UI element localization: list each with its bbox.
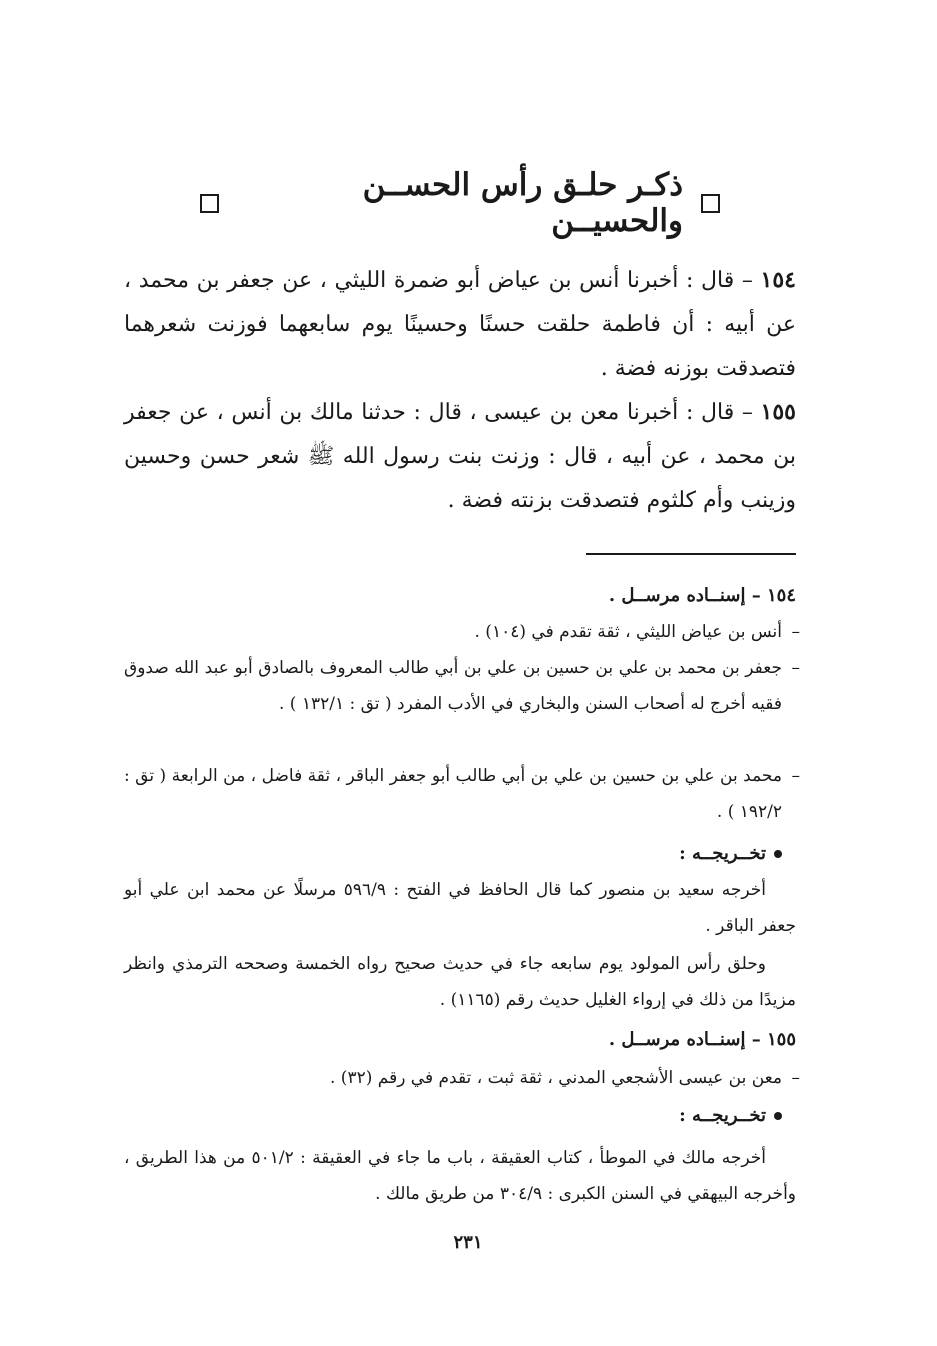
narrator-text: أنس بن عياض الليثي ، ثقة تقدم في (١٠٤) . [474,622,782,642]
narrator-text: محمد بن علي بن حسين بن علي بن أبي طالب أبو جعفر الباقر ، ثقة فاضل ، من الرابعة ( تق : ١٩٢/٢ ) . [124,766,782,822]
hadith-number: ١٥٥ [760,399,796,425]
note-155-takhrij-heading [679,1098,782,1134]
square-ornament-left [200,194,219,213]
dash-marker: – [791,658,800,678]
dash-marker: – [791,622,800,642]
note-155-narrator-1 [124,1060,800,1096]
note-154-narrator-2 [124,650,800,722]
note-154-narrator-3 [124,758,800,830]
bullet-dot-icon [774,850,782,858]
note-154-heading: ١٥٤ – إسنــاده مرســل . [608,585,796,606]
takhrij-label: تخــريجــه : [679,843,766,864]
page-number: ٢٣١ [453,1232,483,1253]
hadith-155 [124,390,796,523]
square-ornament-right [701,194,720,213]
takhrij-label: تخــريجــه : [679,1105,766,1126]
dash-marker: – [791,1068,800,1088]
hadith-number: ١٥٤ [760,267,796,293]
hadith-text: – قال : أخبرنا أنس بن عياض أبو ضمرة الليثي ، عن جعفر بن محمد ، عن أبيه : أن فاطمة حلقت حسنًا وحسينًا يوم سابعهما فوزنت شعرهما فتصدقت بوزنه فضة . [124,268,796,381]
hadith-text: – قال : أخبرنا معن بن عيسى ، قال : حدثنا مالك بن أنس ، عن جعفر بن محمد ، عن أبيه ، قال : وزنت بنت رسول الله ﷺ شعر حسن وحسين وزينب وأم كلثوم فتصدقت بزنته فضة . [124,400,796,513]
note-155-heading: ١٥٥ – إسنــاده مرســل . [608,1029,796,1050]
note-154-takhrij-1: أخرجه سعيد بن منصور كما قال الحافظ في الفتح : ٥٩٦/٩ مرسلًا عن محمد ابن علي أبو جعفر الباقر . [124,880,796,936]
bullet-dot-icon [774,1112,782,1120]
chapter-title [200,167,720,239]
note-154-narrator-1 [124,614,800,650]
note-154-takhrij-heading [679,836,782,872]
narrator-text: معن بن عيسى الأشجعي المدني ، ثقة ثبت ، تقدم في رقم (٣٢) . [330,1068,782,1088]
note-154-takhrij-2: وحلق رأس المولود يوم سابعه جاء في حديث صحيح رواه الخمسة وصححه الترمذي وانظر مزيدًا من ذلك في إرواء الغليل حديث رقم (١١٦٥) . [124,954,796,1010]
hadith-154 [124,258,796,391]
narrator-text: جعفر بن محمد بن علي بن حسين بن علي بن أبي طالب المعروف بالصادق أبو عبد الله صدوق فقيه أخرج له أصحاب السنن والبخاري في الأدب المفرد ( تق : ١٣٢/١ ) . [124,658,782,714]
note-155-takhrij-1: أخرجه مالك في الموطأ ، كتاب العقيقة ، باب ما جاء في العقيقة : ٥٠١/٢ من هذا الطريق ، وأخرجه البيهقي في السنن الكبرى : ٣٠٤/٩ من طريق مالك . [124,1148,796,1204]
footnote-divider [586,553,796,555]
dash-marker: – [791,766,800,786]
chapter-title-text: ذكـر حلـق رأس الحســن والحسيــن [362,167,683,239]
